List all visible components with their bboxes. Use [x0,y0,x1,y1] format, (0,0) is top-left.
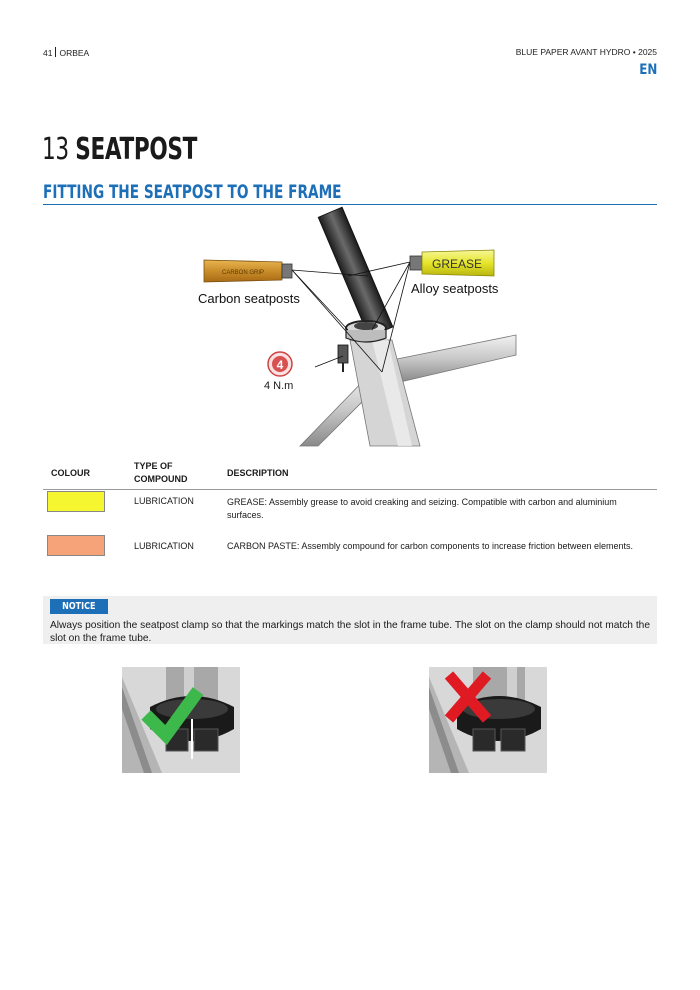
correct-clamp-photo [122,667,240,773]
grease-tube-label: GREASE [432,257,483,271]
notice-tag: NOTICE [50,599,108,614]
grease-color-swatch [47,491,105,512]
incorrect-clamp-photo [429,667,547,773]
frame-tubes [300,335,516,446]
seatpost-diagram [0,0,700,450]
grease-tube [410,250,494,276]
page-number: 41 [43,48,53,58]
torque-badge [268,352,292,376]
clamp-bolt [315,345,348,372]
table-row [43,535,657,565]
notice-text: Always position the seatpost clamp so that the markings match the slot in the frame tube. The slot on the clamp should not match the slot on the frame tube. [50,620,650,644]
torque-value-label: 4 N.m [264,380,294,392]
language-code: EN [638,62,657,78]
alloy-seatposts-label: Alloy seatposts [411,281,499,296]
carbon-paste-color-swatch [47,535,105,556]
compound-table [43,458,657,565]
col-header-type: TYPE OF COMPOUND [134,461,188,485]
document-title: BLUE PAPER AVANT HYDRO • 2025 [515,47,657,57]
col-header-description: DESCRIPTION [227,468,289,479]
section-number: 13 [42,132,69,167]
seatpost [318,207,393,337]
section-name: SEATPOST [75,132,197,167]
torque-step-number: 4 [276,358,284,372]
carbon-seatposts-label: Carbon seatposts [198,291,300,306]
carbon-paste-tube [204,260,292,282]
compound-description: CARBON PASTE: Assembly compound for carbon components to increase friction between elements. [227,541,634,551]
compound-type: LUBRICATION [134,541,194,551]
seatpost-clamp [346,321,386,342]
compound-description: GREASE: Assembly grease to avoid creaking and seizing. Compatible with carbon and aluminium surfaces. [227,496,617,520]
col-header-colour: COLOUR [51,468,90,479]
table-row [43,489,657,535]
section-subtitle: FITTING THE SEATPOST TO THE FRAME [43,181,342,203]
brand-name: ORBEA [59,48,90,58]
carbon-tube-label: CARBON GRIP [222,270,265,276]
compound-type: LUBRICATION [134,495,194,506]
